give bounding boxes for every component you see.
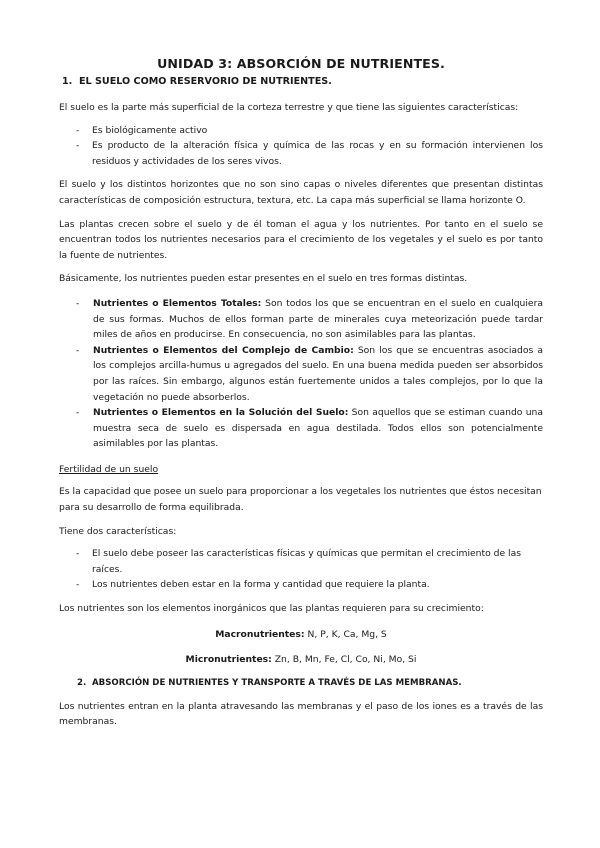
list-item — [59, 296, 543, 343]
list-item — [59, 405, 543, 452]
form-text: Son aquellos que se estiman cuando una muestra seca de suelo es dispersada en agua destilada. Todos ellos son potencialmente asimilables por las plantas. — [93, 407, 543, 450]
forms-intro-paragraph: Básicamente, los nutrientes pueden estar presentes en el suelo en tres formas distintas. — [59, 273, 468, 285]
horizons-paragraph: El suelo y los distintos horizontes que no son sino capas o niveles diferentes que presentan distintas características de composición estructura, textura, etc. La capa más superficial se llama horizonte O. — [59, 179, 543, 206]
micronutrients-line — [59, 652, 543, 668]
micronutrients-label: Micronutrientes: — [185, 654, 272, 666]
two-characteristics-intro: Tiene dos características: — [59, 525, 177, 537]
section-2-number: 2. — [77, 677, 87, 688]
macronutrients-line — [59, 627, 543, 643]
list-item — [59, 343, 543, 405]
list-item: - Es producto de la alteración física y química de las rocas y en su formación intervienen los residuos y actividades de los seres vivos. — [59, 138, 543, 169]
document-page — [59, 56, 543, 730]
fertility-definition: Es la capacidad que posee un suelo para proporcionar a los vegetales los nutrientes que éstos necesitan para su desarrollo de forma equilibrada. — [59, 486, 542, 514]
form-text: Son los que se encuentras asociados a los complejos arcilla-humus u agregados del suelo. En una buena medida pueden ser absorbidos por las raíces. Sin embargo, algunos están fuertemente unidos a tales complejos, por lo que la vegetación no puede absorberlos. — [93, 344, 543, 403]
list-item: - Los nutrientes deben estar en la forma y cantidad que requiere la planta. — [59, 577, 543, 593]
macronutrients-value: N, P, K, Ca, Mg, S — [304, 628, 387, 640]
section-1-number: 1. — [62, 76, 73, 87]
form-term: Nutrientes o Elementos del Complejo de Cambio: — [93, 344, 354, 356]
list-item: - El suelo debe poseer las características físicas y químicas que permitan el crecimiento de las raíces. — [59, 546, 543, 577]
section-1-heading — [59, 75, 543, 89]
page-title: UNIDAD 3: ABSORCIÓN DE NUTRIENTES. — [157, 56, 445, 71]
fertility-subheading: Fertilidad de un suelo — [59, 463, 159, 475]
inorganic-paragraph: Los nutrientes son los elementos inorgánicos que las plantas requieren para su crecimiento: — [59, 603, 484, 615]
section-1-title: EL SUELO COMO RESERVORIO DE NUTRIENTES. — [79, 76, 332, 87]
micronutrients-value: Zn, B, Mn, Fe, Cl, Co, Ni, Mo, Si — [271, 654, 417, 666]
fertility-characteristics-list — [59, 546, 543, 593]
form-term: Nutrientes o Elementos Totales: — [93, 297, 262, 309]
plants-paragraph: Las plantas crecen sobre el suelo y de él toman el agua y los nutrientes. Por tanto en el suelo se encuentran todos los nutrientes necesarios para el crecimiento de los vegetales y el suelo es por tanto la fuente de nutrientes. — [59, 218, 543, 261]
macronutrients-label: Macronutrientes: — [215, 628, 305, 640]
membranes-paragraph: Los nutrientes entran en la planta atravesando las membranas y el paso de los iones es a través de las membranas. — [59, 700, 543, 728]
section-2-heading — [59, 676, 543, 690]
soil-characteristics-list — [59, 123, 543, 170]
nutrient-forms-list — [59, 296, 543, 452]
form-text: Son todos los que se encuentran en el suelo en cualquiera de sus formas. Muchos de ellos forman parte de minerales cuya meteorización puede tardar miles de años en producirse. En consecuencia, no son asimilables para las plantas. — [93, 297, 543, 341]
section-2-title: ABSORCIÓN DE NUTRIENTES Y TRANSPORTE A TRAVÉS DE LAS MEMBRANAS. — [92, 677, 462, 688]
form-term: Nutrientes o Elementos en la Solución del Suelo: — [93, 407, 349, 419]
list-item: - Es biológicamente activo — [59, 123, 543, 139]
soil-intro-paragraph: El suelo es la parte más superficial de la corteza terrestre y que tiene las siguientes características: — [59, 102, 519, 113]
